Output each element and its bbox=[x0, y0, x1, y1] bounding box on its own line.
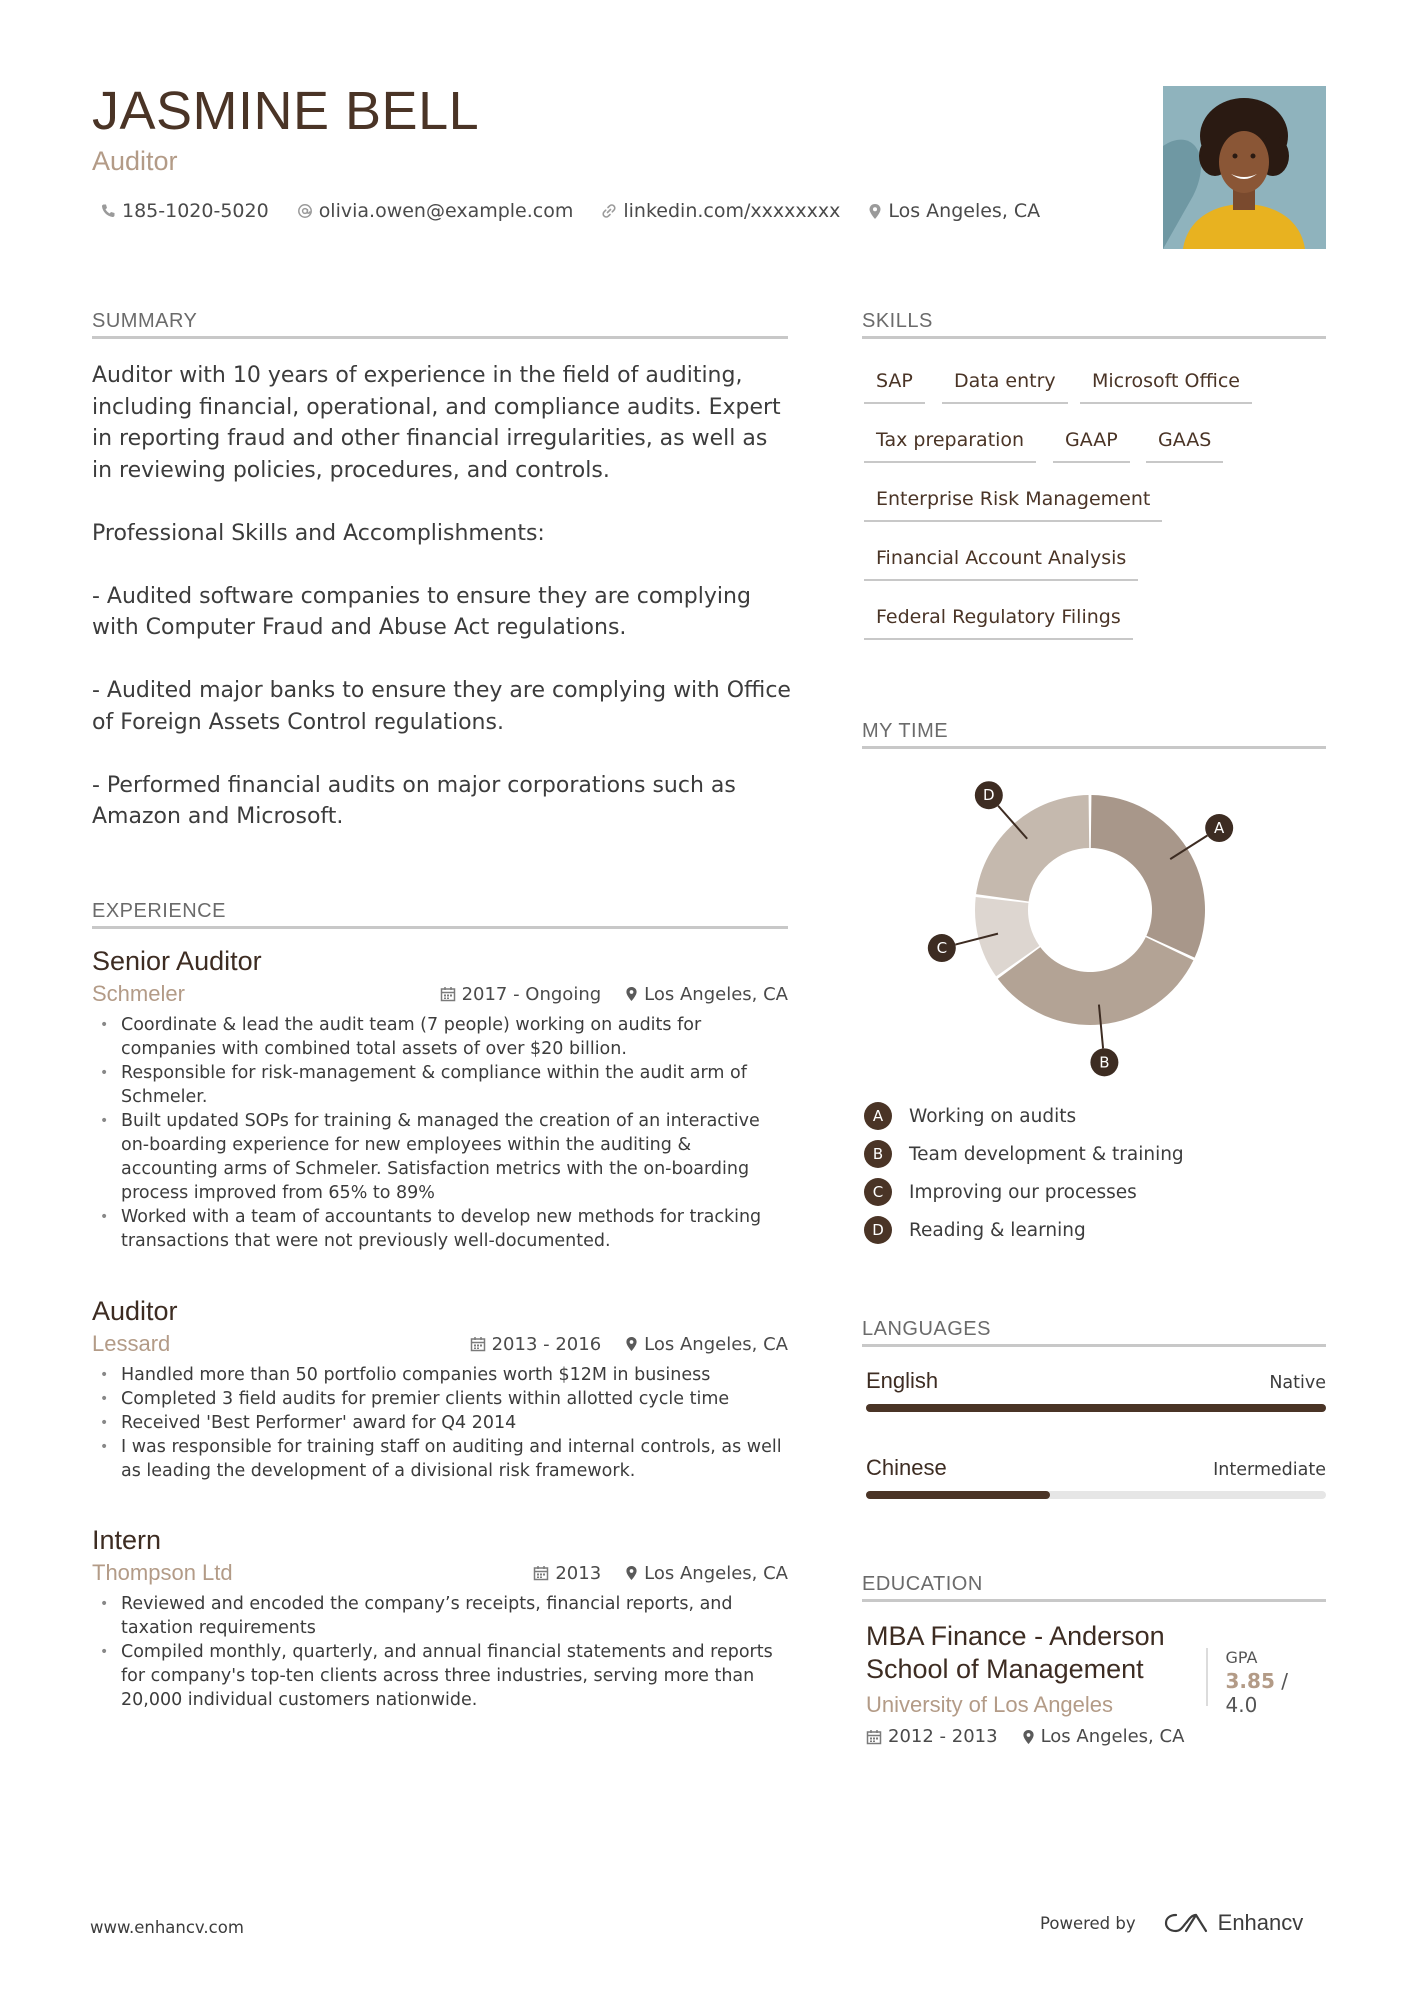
job-bullets bbox=[92, 1592, 788, 1712]
job-location bbox=[625, 1563, 788, 1584]
legend-item bbox=[864, 1102, 1076, 1130]
language-entry bbox=[866, 1455, 1326, 1499]
education-entry bbox=[866, 1620, 1326, 1747]
legend-label: Working on audits bbox=[909, 1105, 1077, 1127]
contact-bar bbox=[100, 200, 1068, 222]
phone-text: 185-1020-5020 bbox=[122, 200, 269, 222]
language-level: Intermediate bbox=[1213, 1460, 1326, 1480]
education-location bbox=[1022, 1726, 1185, 1747]
language-bar-fill bbox=[866, 1491, 1050, 1499]
job-location-text: Los Angeles, CA bbox=[644, 983, 788, 1005]
skill-tag: Federal Regulatory Filings bbox=[864, 606, 1133, 640]
skill-tag: Financial Account Analysis bbox=[864, 547, 1138, 581]
callout-label-b: B bbox=[1099, 1053, 1110, 1072]
job-meta bbox=[509, 1563, 788, 1584]
legend-label: Improving our processes bbox=[909, 1181, 1137, 1203]
contact-linkedin[interactable] bbox=[601, 200, 840, 222]
legend-badge: A bbox=[864, 1102, 892, 1130]
job-bullet: • Coordinate & lead the audit team (7 people) working on audits for companies with combined total assets of over $20 billion. bbox=[92, 1013, 788, 1061]
calendar-icon bbox=[533, 1565, 549, 1581]
legend-item bbox=[864, 1216, 1086, 1244]
job-location-text: Los Angeles, CA bbox=[644, 1562, 788, 1584]
skill-tag: Data entry bbox=[942, 370, 1068, 404]
callout-label-a: A bbox=[1214, 819, 1225, 838]
summary-paragraph: Auditor with 10 years of experience in the field of auditing, including financial, operational, and compliance audits. Expert in reporting fraud and other financial irregularities, as well as in reviewing policies, procedures, and controls. bbox=[92, 363, 781, 483]
footer-branding[interactable] bbox=[1040, 1910, 1303, 1936]
job-dates-text: 2013 bbox=[555, 1562, 602, 1584]
job-company: Lessard bbox=[92, 1331, 171, 1356]
experience-entry bbox=[92, 1525, 788, 1712]
job-bullet: • I was responsible for training staff on auditing and internal controls, as well as leading the development of a divisional risk framework. bbox=[92, 1435, 788, 1483]
skill-tag: Enterprise Risk Management bbox=[864, 488, 1162, 522]
job-bullet: • Built updated SOPs for training & managed the creation of an interactive on-boarding experience for new employees within the auditing & accounting arms of Schmeler. Satisfaction metrics with the on-boarding process improved from 65% to 89% bbox=[92, 1109, 788, 1205]
job-bullet: • Reviewed and encoded the company’s receipts, financial reports, and taxation requirements bbox=[92, 1592, 788, 1640]
language-entry bbox=[866, 1368, 1326, 1412]
skills-heading: SKILLS bbox=[862, 310, 1326, 339]
language-level: Native bbox=[1269, 1373, 1326, 1393]
legend-badge: B bbox=[864, 1140, 892, 1168]
legend-label: Team development & training bbox=[909, 1143, 1184, 1165]
contact-location bbox=[868, 200, 1040, 222]
legend-item bbox=[864, 1178, 1137, 1206]
job-dates-text: 2017 - Ongoing bbox=[461, 983, 602, 1005]
education-location-text: Los Angeles, CA bbox=[1040, 1726, 1185, 1747]
gpa-value: 3.85 bbox=[1225, 1669, 1275, 1693]
location-pin-icon bbox=[625, 1336, 638, 1352]
skill-tag: SAP bbox=[864, 370, 925, 404]
donut-slice-d bbox=[976, 795, 1089, 901]
phone-icon bbox=[100, 203, 116, 219]
experience-entry bbox=[92, 946, 788, 1253]
summary-heading: SUMMARY bbox=[92, 310, 788, 339]
calendar-icon bbox=[470, 1336, 486, 1352]
education-degree: MBA Finance - Anderson School of Management bbox=[866, 1621, 1165, 1684]
education-school: University of Los Angeles bbox=[866, 1692, 1114, 1717]
experience-heading: EXPERIENCE bbox=[92, 900, 788, 929]
experience-entry bbox=[92, 1296, 788, 1483]
job-bullet: • Worked with a team of accountants to develop new methods for tracking transactions that were not previously well-documented. bbox=[92, 1205, 788, 1253]
job-bullet: • Received 'Best Performer' award for Q4 2014 bbox=[92, 1411, 788, 1435]
job-dates-text: 2013 - 2016 bbox=[491, 1333, 602, 1355]
location-text: Los Angeles, CA bbox=[888, 200, 1041, 222]
location-pin-icon bbox=[625, 1565, 638, 1581]
enhancv-brand: Enhancv bbox=[1217, 1910, 1304, 1935]
skill-tag: Microsoft Office bbox=[1080, 370, 1252, 404]
job-dates bbox=[440, 984, 602, 1005]
job-location bbox=[625, 984, 788, 1005]
callout-label-c: C bbox=[936, 939, 948, 958]
linkedin-text: linkedin.com/xxxxxxxx bbox=[623, 200, 841, 222]
job-bullet: • Responsible for risk-management & compliance within the audit arm of Schmeler. bbox=[92, 1061, 788, 1109]
job-location-text: Los Angeles, CA bbox=[644, 1333, 788, 1355]
job-company: Thompson Ltd bbox=[92, 1560, 233, 1585]
location-pin-icon bbox=[1022, 1729, 1035, 1745]
job-bullet: • Compiled monthly, quarterly, and annual financial statements and reports for company's top-ten clients across three industries, serving more than 20,000 individual customers nationwide. bbox=[92, 1640, 788, 1712]
location-pin-icon bbox=[625, 986, 638, 1002]
legend-badge: C bbox=[864, 1178, 892, 1206]
calendar-icon bbox=[866, 1729, 882, 1745]
gpa-box bbox=[1206, 1648, 1326, 1717]
contact-phone[interactable] bbox=[100, 200, 269, 222]
my-time-heading: MY TIME bbox=[862, 720, 1326, 749]
language-name: Chinese bbox=[866, 1455, 947, 1480]
time-donut-chart bbox=[936, 786, 1240, 1080]
skill-tag: Tax preparation bbox=[864, 429, 1036, 463]
link-icon bbox=[601, 203, 617, 219]
footer-website[interactable]: www.enhancv.com bbox=[90, 1918, 244, 1937]
resume-title: Auditor bbox=[92, 146, 178, 176]
legend-badge: D bbox=[864, 1216, 892, 1244]
summary-paragraph: - Performed financial audits on major corporations such as Amazon and Microsoft. bbox=[92, 772, 736, 829]
education-dates-text: 2012 - 2013 bbox=[888, 1726, 998, 1747]
legend-item bbox=[864, 1140, 1184, 1168]
summary-paragraph: Professional Skills and Accomplishments: bbox=[92, 520, 545, 546]
gpa-max: / 4.0 bbox=[1225, 1669, 1288, 1717]
resume-name: JASMINE BELL bbox=[92, 81, 480, 141]
education-heading: EDUCATION bbox=[862, 1573, 1326, 1602]
language-bar-fill bbox=[866, 1404, 1326, 1412]
job-bullets bbox=[92, 1363, 788, 1483]
languages-heading: LANGUAGES bbox=[862, 1318, 1326, 1347]
location-pin-icon bbox=[868, 203, 882, 220]
summary-paragraph: - Audited software companies to ensure they are complying with Computer Fraud and Abuse Act regulations. bbox=[92, 583, 751, 640]
callout-label-d: D bbox=[983, 786, 995, 805]
job-title: Senior Auditor bbox=[92, 946, 262, 976]
job-meta bbox=[446, 1334, 788, 1355]
job-bullets bbox=[92, 1013, 788, 1253]
skill-tag: GAAS bbox=[1146, 429, 1223, 463]
job-location bbox=[625, 1334, 788, 1355]
language-bar bbox=[866, 1404, 1326, 1412]
calendar-icon bbox=[440, 986, 456, 1002]
job-company: Schmeler bbox=[92, 981, 185, 1006]
legend-label: Reading & learning bbox=[909, 1219, 1086, 1241]
profile-photo bbox=[1163, 86, 1326, 249]
job-dates bbox=[470, 1334, 602, 1355]
summary-body bbox=[92, 360, 792, 864]
language-bar bbox=[866, 1491, 1326, 1499]
job-bullet: • Handled more than 50 portfolio companies worth $12M in business bbox=[92, 1363, 788, 1387]
contact-email[interactable] bbox=[297, 200, 574, 222]
email-text: olivia.owen@example.com bbox=[318, 200, 574, 222]
job-title: Auditor bbox=[92, 1296, 178, 1326]
powered-by-text: Powered by bbox=[1040, 1913, 1136, 1933]
job-dates bbox=[533, 1563, 601, 1584]
enhancv-logo-icon bbox=[1162, 1911, 1210, 1935]
job-bullet: • Completed 3 field audits for premier clients within allotted cycle time bbox=[92, 1387, 788, 1411]
job-title: Intern bbox=[92, 1525, 162, 1555]
donut-slice-a bbox=[1091, 795, 1205, 958]
at-icon bbox=[297, 203, 313, 219]
education-meta bbox=[842, 1726, 1326, 1747]
skill-tag: GAAP bbox=[1053, 429, 1130, 463]
summary-paragraph: - Audited major banks to ensure they are complying with Office of Foreign Assets Control regulations. bbox=[92, 678, 791, 735]
education-dates bbox=[866, 1726, 998, 1747]
language-name: English bbox=[866, 1368, 939, 1393]
gpa-label: GPA bbox=[1225, 1648, 1258, 1667]
job-meta bbox=[416, 984, 788, 1005]
